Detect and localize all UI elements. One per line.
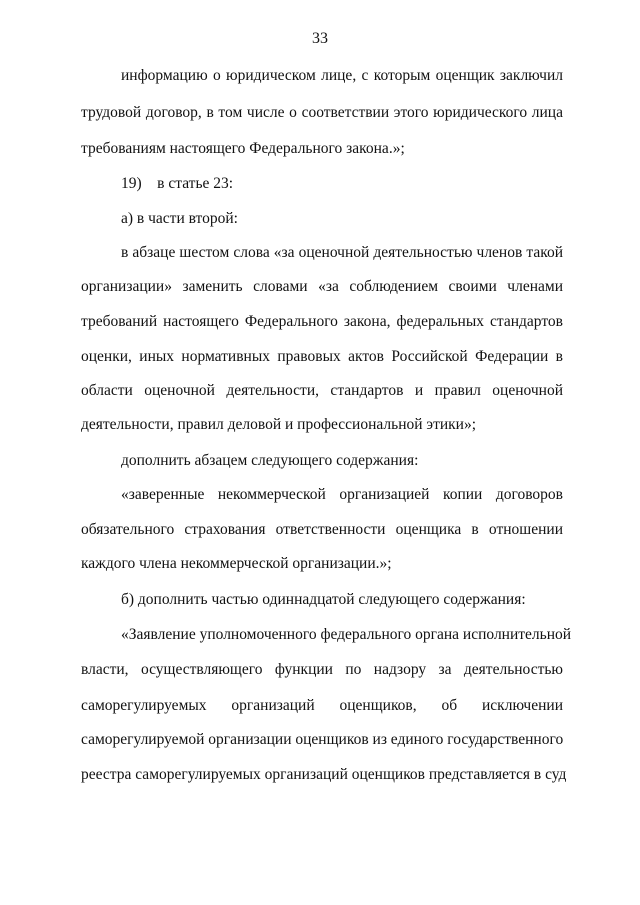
text-line: требований настоящего Федерального закона, федеральных стандартов bbox=[81, 313, 563, 330]
text-line: «заверенные некоммерческой организацией копии договоров bbox=[121, 486, 563, 503]
text-line: в абзаце шестом слова «за оценочной деятельностью членов такой bbox=[121, 244, 563, 261]
text-line: трудовой договор, в том числе о соответствии этого юридического лица bbox=[81, 104, 563, 121]
text-line: а) в части второй: bbox=[121, 210, 238, 227]
text-line: 19) в статье 23: bbox=[121, 175, 234, 192]
text-line: власти, осуществляющего функции по надзору за деятельностью bbox=[81, 661, 563, 678]
text-line: «Заявление уполномоченного федерального органа исполнительной bbox=[121, 626, 572, 643]
text-line: требованиям настоящего Федерального закона.»; bbox=[81, 140, 405, 157]
text-line: дополнить абзацем следующего содержания: bbox=[121, 452, 419, 469]
text-line: саморегулируемой организации оценщиков из единого государственного bbox=[81, 731, 564, 748]
text-line: организации» заменить словами «за соблюдением своими членами bbox=[81, 278, 563, 295]
text-line: обязательного страхования ответственности оценщика в отношении bbox=[81, 521, 563, 538]
text-line: каждого члена некоммерческой организации.»; bbox=[81, 555, 392, 572]
text-line: деятельности, правил деловой и профессиональной этики»; bbox=[81, 416, 477, 433]
text-line: оценки, иных нормативных правовых актов Российской Федерации в bbox=[81, 348, 563, 365]
page-number: 33 bbox=[312, 30, 328, 47]
text-line: реестра саморегулируемых организаций оценщиков представляется в суд bbox=[81, 766, 567, 783]
text-line: б) дополнить частью одиннадцатой следующего содержания: bbox=[121, 591, 526, 608]
text-line: саморегулируемых организаций оценщиков, об исключении bbox=[81, 697, 563, 714]
text-line: области оценочной деятельности, стандартов и правил оценочной bbox=[81, 382, 563, 399]
text-line: информацию о юридическом лице, с которым оценщик заключил bbox=[121, 67, 563, 84]
